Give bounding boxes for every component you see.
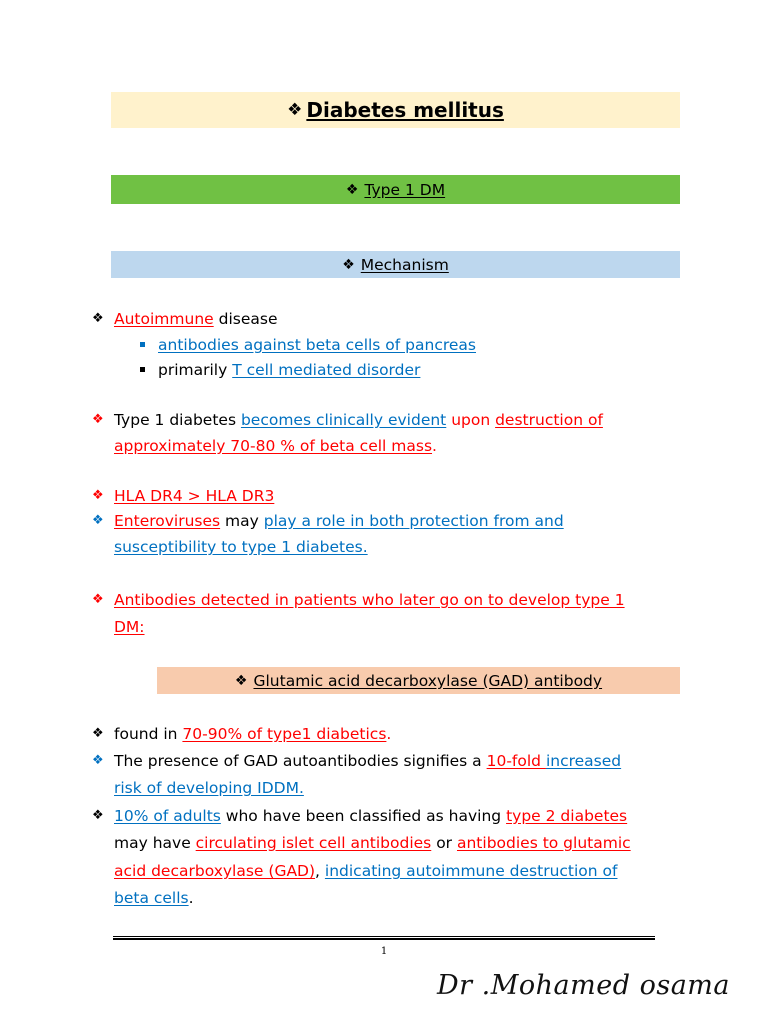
- enteroviruses-term: Enteroviruses: [114, 512, 221, 530]
- diamond-bullet-icon: ❖: [92, 513, 104, 528]
- evident-p1: Type 1 diabetes: [114, 411, 241, 429]
- diamond-bullet-icon: ❖: [92, 592, 104, 607]
- evident-p4: destruction of: [495, 411, 603, 429]
- found-value: 70-90% of type1 diabetics: [182, 725, 387, 743]
- adults-p12: .: [188, 889, 194, 907]
- bullet-adults-line4: [114, 888, 194, 908]
- presence-p3: increased: [545, 752, 622, 770]
- bullet-evident-line2: [114, 436, 437, 456]
- page-title: Diabetes mellitus: [306, 98, 504, 122]
- bullet-autoimmune: [114, 309, 277, 329]
- adults-p7: antibodies to glutamic: [456, 834, 631, 852]
- bullet-antibodies-line2: [114, 617, 145, 637]
- diamond-bullet-icon: ❖: [234, 672, 248, 689]
- adults-p6: or: [431, 834, 457, 852]
- adults-p2: who have been classified as having: [220, 807, 507, 825]
- bullet-adults-line1: [114, 806, 627, 826]
- diamond-bullet-icon: ❖: [92, 808, 104, 823]
- adults-p5: circulating islet cell antibodies: [195, 834, 432, 852]
- adults-p11: beta cells: [114, 889, 189, 907]
- square-bullet-icon: [140, 342, 145, 347]
- author-signature: Dr .Mohamed osama: [437, 970, 730, 1001]
- t-cell-prefix: primarily: [158, 361, 233, 379]
- bullet-found: [114, 724, 391, 744]
- diamond-bullet-icon: ❖: [92, 726, 104, 741]
- adults-p4: may have: [114, 834, 196, 852]
- autoimmune-term: Autoimmune: [114, 310, 214, 328]
- diamond-bullet-icon: ❖: [287, 100, 303, 120]
- evident-p5: approximately 70-80 % of beta cell mass: [114, 437, 433, 455]
- diamond-bullet-icon: ❖: [92, 311, 104, 326]
- presence-p4: risk of developing IDDM.: [114, 779, 304, 797]
- gad-heading: Glutamic acid decarboxylase (GAD) antibody: [253, 671, 603, 690]
- mechanism-header: [111, 251, 680, 278]
- antibodies-line2: DM:: [114, 618, 145, 636]
- evident-p3: upon: [446, 411, 496, 429]
- diamond-bullet-icon: ❖: [345, 181, 359, 198]
- adults-p9: ,: [315, 862, 325, 880]
- mechanism-heading: Mechanism: [360, 255, 449, 274]
- antibodies-beta-cells: antibodies against beta cells of pancreas: [158, 336, 476, 354]
- found-prefix: found in: [114, 725, 183, 743]
- enteroviruses-link2: susceptibility to type 1 diabetes.: [114, 538, 368, 556]
- adults-p1: 10% of adults: [114, 807, 221, 825]
- adults-p3: type 2 diabetes: [506, 807, 628, 825]
- t-cell-link: T cell mediated disorder: [232, 361, 421, 379]
- hla-text: HLA DR4 > HLA DR3: [114, 487, 275, 505]
- adults-p10: indicating autoimmune destruction of: [324, 862, 618, 880]
- presence-p2: 10-fold: [486, 752, 546, 770]
- bullet-presence-line2: [114, 778, 304, 798]
- bullet-hla: [114, 486, 274, 506]
- diamond-bullet-icon: ❖: [92, 488, 104, 503]
- sub-bullet-antibodies: [158, 335, 476, 355]
- bullet-enteroviruses-line2: [114, 537, 368, 557]
- enteroviruses-link1: play a role in both protection from and: [263, 512, 564, 530]
- bullet-enteroviruses-line1: [114, 511, 564, 531]
- adults-p8: acid decarboxylase (GAD): [114, 862, 316, 880]
- presence-p1: The presence of GAD autoantibodies signifies a: [114, 752, 487, 770]
- footer-divider: [113, 936, 655, 940]
- gad-header: [157, 667, 680, 694]
- evident-p2: becomes clinically evident: [240, 411, 447, 429]
- bullet-adults-line2: [114, 833, 631, 853]
- bullet-antibodies-line1: [114, 590, 625, 610]
- diamond-bullet-icon: ❖: [92, 412, 104, 427]
- found-suffix: .: [386, 725, 392, 743]
- autoimmune-rest: disease: [213, 310, 278, 328]
- antibodies-line1: Antibodies detected in patients who later go on to develop type 1: [114, 591, 625, 609]
- diamond-bullet-icon: ❖: [92, 753, 104, 768]
- sub-bullet-t-cell: [158, 360, 420, 380]
- evident-p6: .: [432, 437, 437, 455]
- bullet-evident-line1: [114, 410, 603, 430]
- diamond-bullet-icon: ❖: [342, 256, 355, 273]
- enteroviruses-mid: may: [220, 512, 264, 530]
- bullet-presence-line1: [114, 751, 621, 771]
- type1-heading: Type 1 DM: [364, 180, 446, 199]
- type1-header: [111, 175, 680, 204]
- title-header: [111, 92, 680, 128]
- page-number: 1: [380, 946, 388, 957]
- bullet-adults-line3: [114, 861, 617, 881]
- square-bullet-icon: [140, 367, 145, 372]
